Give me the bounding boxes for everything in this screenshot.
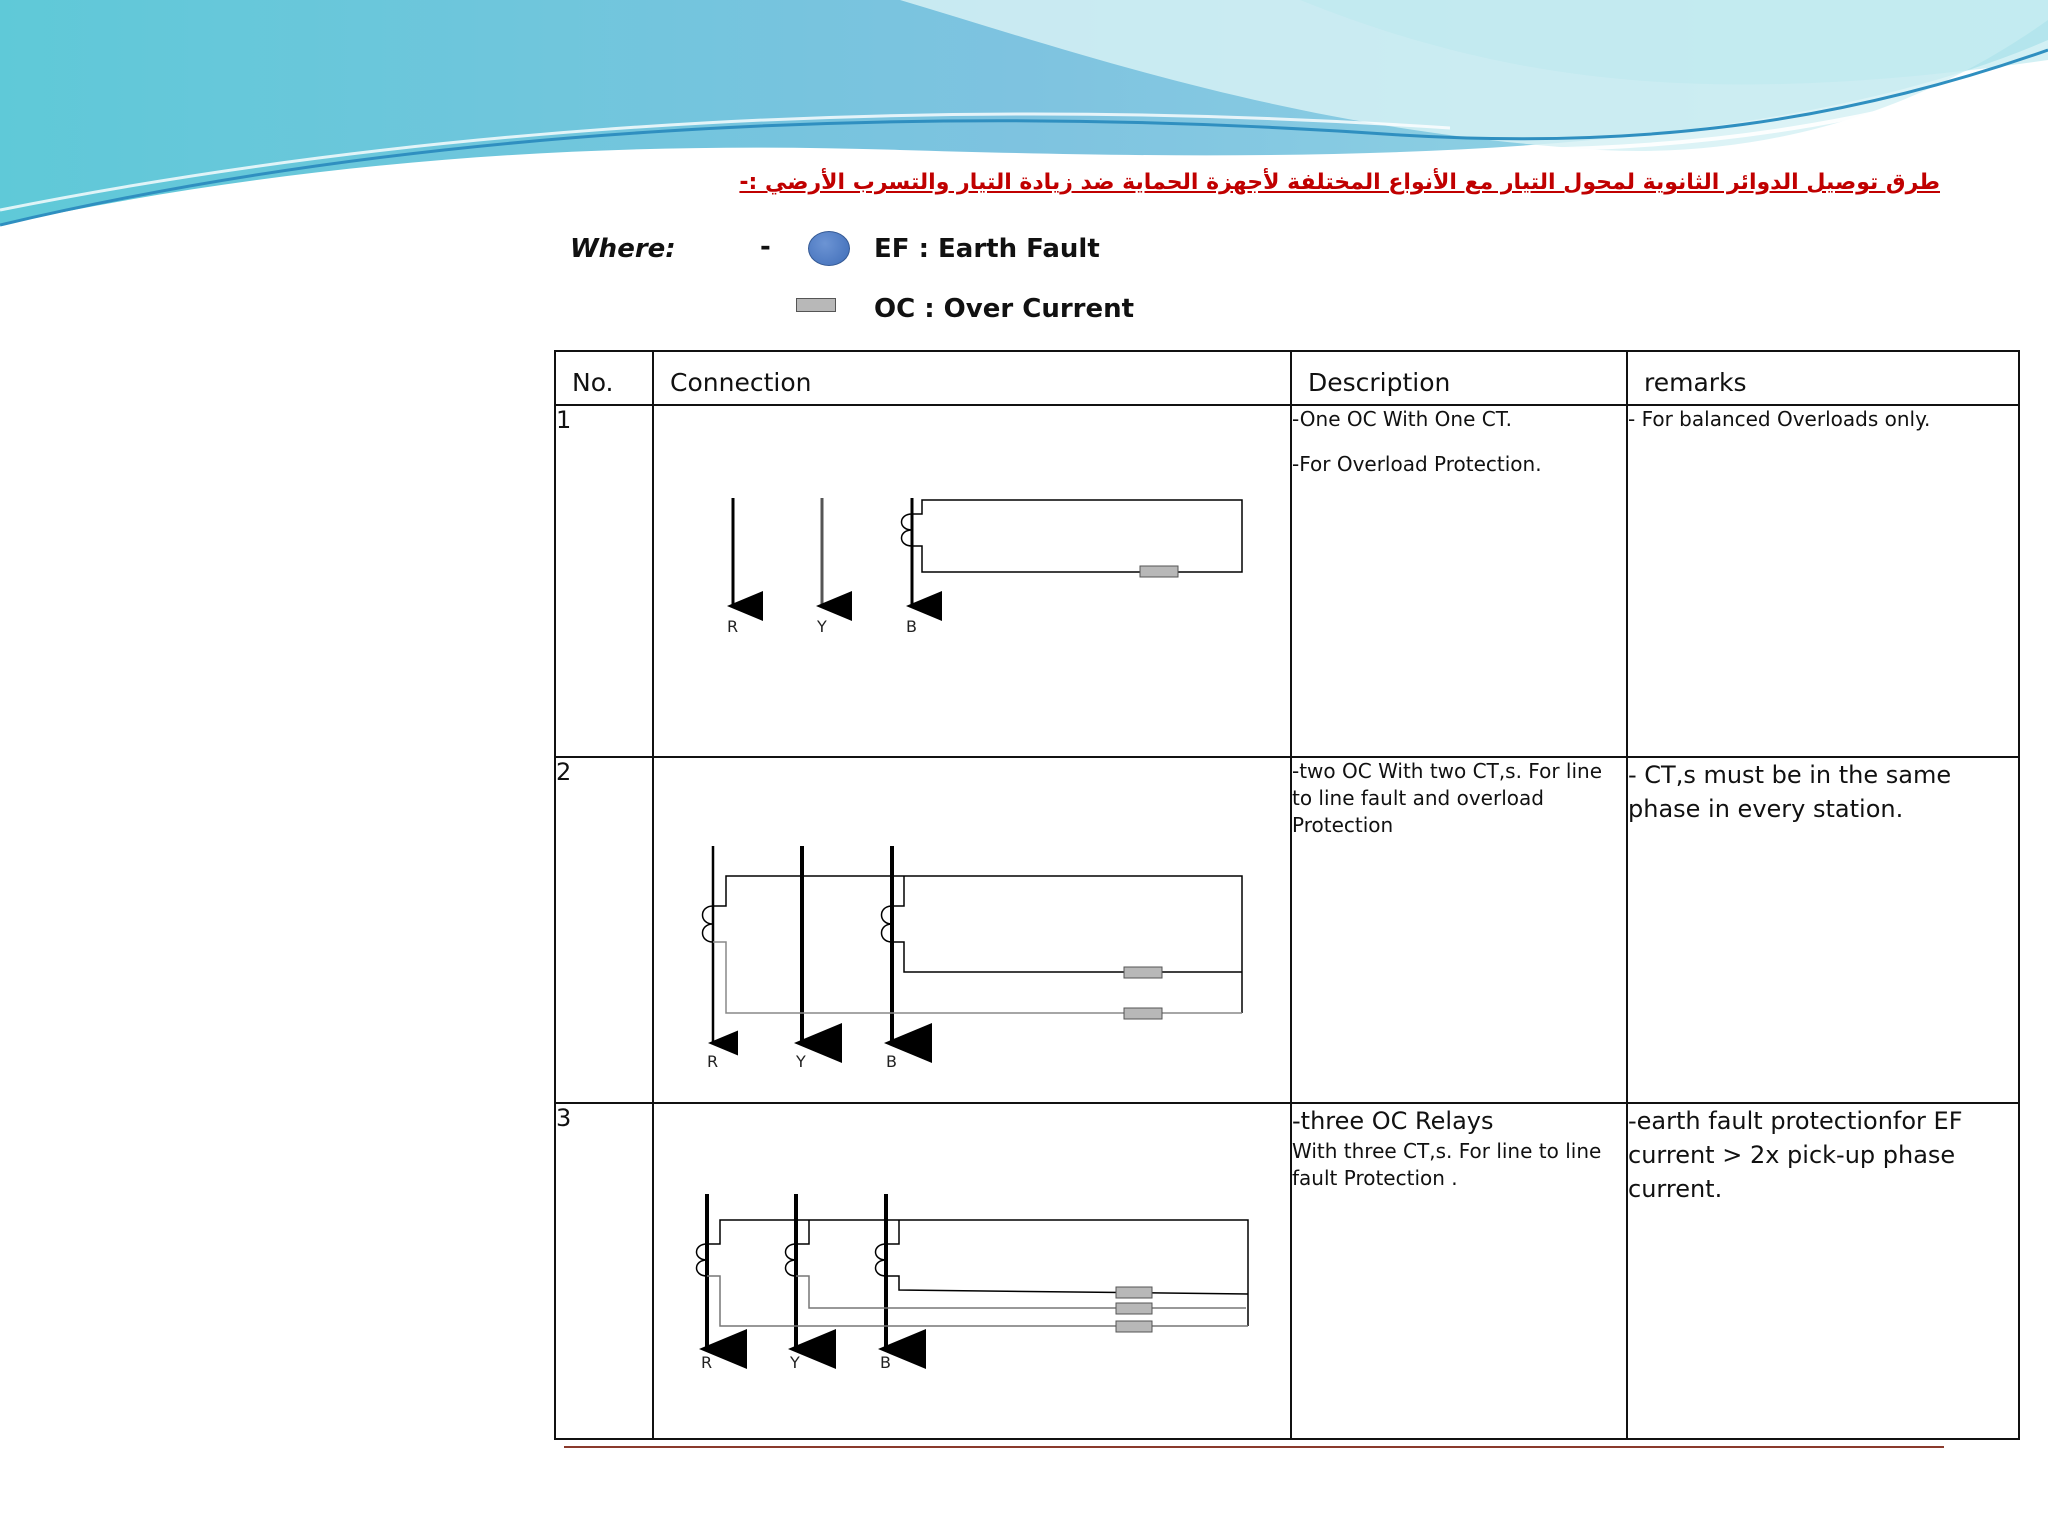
oc-relay-icon [1116, 1303, 1152, 1314]
phase-label: Y [790, 1353, 800, 1372]
connection-diagram-two-oc [654, 758, 1290, 1102]
table-header-row [555, 351, 2019, 405]
earth-fault-relay-icon [808, 231, 850, 266]
phase-label: B [886, 1052, 897, 1071]
remarks-text: - For balanced Overloads only. [1628, 407, 1931, 431]
description-text: -One OC With One CT. [1292, 407, 1512, 431]
page-title: طرق توصيل الدوائر الثانوية لمحول التيار مع الأنواع المختلفة لأجهزة الحماية ضد زيادة التيار والتسرب الأرضي :- [739, 170, 1940, 195]
secondary-r-relay [707, 1276, 1248, 1326]
description-text: -two OC With two CT,s. For line to line fault and overload Protection [1292, 759, 1603, 837]
description-text: With three CT,s. For line to line fault Protection . [1292, 1139, 1602, 1190]
remarks-cell [1627, 405, 2019, 757]
legend-dash: - [760, 232, 771, 262]
remarks-cell [1627, 757, 2019, 1103]
decorative-wave-banner [0, 0, 2048, 240]
header-description: Description [1291, 351, 1627, 405]
row-number: 1 [555, 405, 653, 757]
legend [570, 228, 1270, 338]
ct-coil [902, 514, 913, 546]
remarks-cell [1627, 1103, 2019, 1439]
remarks-text: -earth fault protectionfor EF current > 2x pick-up phase current. [1628, 1107, 1963, 1203]
row-number: 2 [555, 757, 653, 1103]
common-return [713, 876, 1242, 1013]
oc-relay-icon [1116, 1287, 1152, 1298]
description-text: -three OC Relays [1292, 1107, 1494, 1135]
description-cell [1291, 1103, 1627, 1439]
connection-cell [653, 405, 1291, 757]
description-cell [1291, 405, 1627, 757]
phase-label: Y [817, 617, 827, 636]
phase-label: R [701, 1353, 713, 1372]
ct-coil-r [703, 906, 714, 942]
secondary-circuit-r-relay [713, 942, 1242, 1013]
secondary-b-relay [886, 1276, 1248, 1294]
connection-cell [653, 757, 1291, 1103]
phase-label: B [906, 617, 917, 636]
oc-relay-icon [1140, 566, 1178, 577]
legend-ef-text: EF : Earth Fault [874, 234, 1100, 264]
footer-divider-line [564, 1446, 1944, 1448]
oc-relay-icon [1116, 1321, 1152, 1332]
table-row [555, 757, 2019, 1103]
table-row [555, 1103, 2019, 1439]
connection-table [554, 350, 2020, 1440]
phase-label: Y [796, 1052, 806, 1071]
over-current-relay-icon [796, 298, 836, 312]
legend-oc-text: OC : Over Current [874, 294, 1135, 324]
row-number: 3 [555, 1103, 653, 1439]
oc-relay-icon [1124, 1008, 1162, 1019]
connection-diagram-three-oc [654, 1104, 1290, 1438]
oc-relay-icon [1124, 967, 1162, 978]
description-cell [1291, 757, 1627, 1103]
table-row [555, 405, 2019, 757]
header-no: No. [555, 351, 653, 405]
description-text: -For Overload Protection. [1292, 452, 1542, 476]
phase-label: B [880, 1353, 891, 1372]
phase-label: R [727, 617, 739, 636]
phase-label: R [707, 1052, 719, 1071]
secondary-circuit [912, 500, 1242, 572]
remarks-text: - CT,s must be in the same phase in every station. [1628, 761, 1952, 823]
header-connection: Connection [653, 351, 1291, 405]
connection-cell [653, 1103, 1291, 1439]
secondary-circuit-b-relay [892, 942, 1242, 972]
legend-where-label: Where: [570, 234, 676, 264]
header-remarks: remarks [1627, 351, 2019, 405]
connection-diagram-one-oc [654, 406, 1290, 756]
